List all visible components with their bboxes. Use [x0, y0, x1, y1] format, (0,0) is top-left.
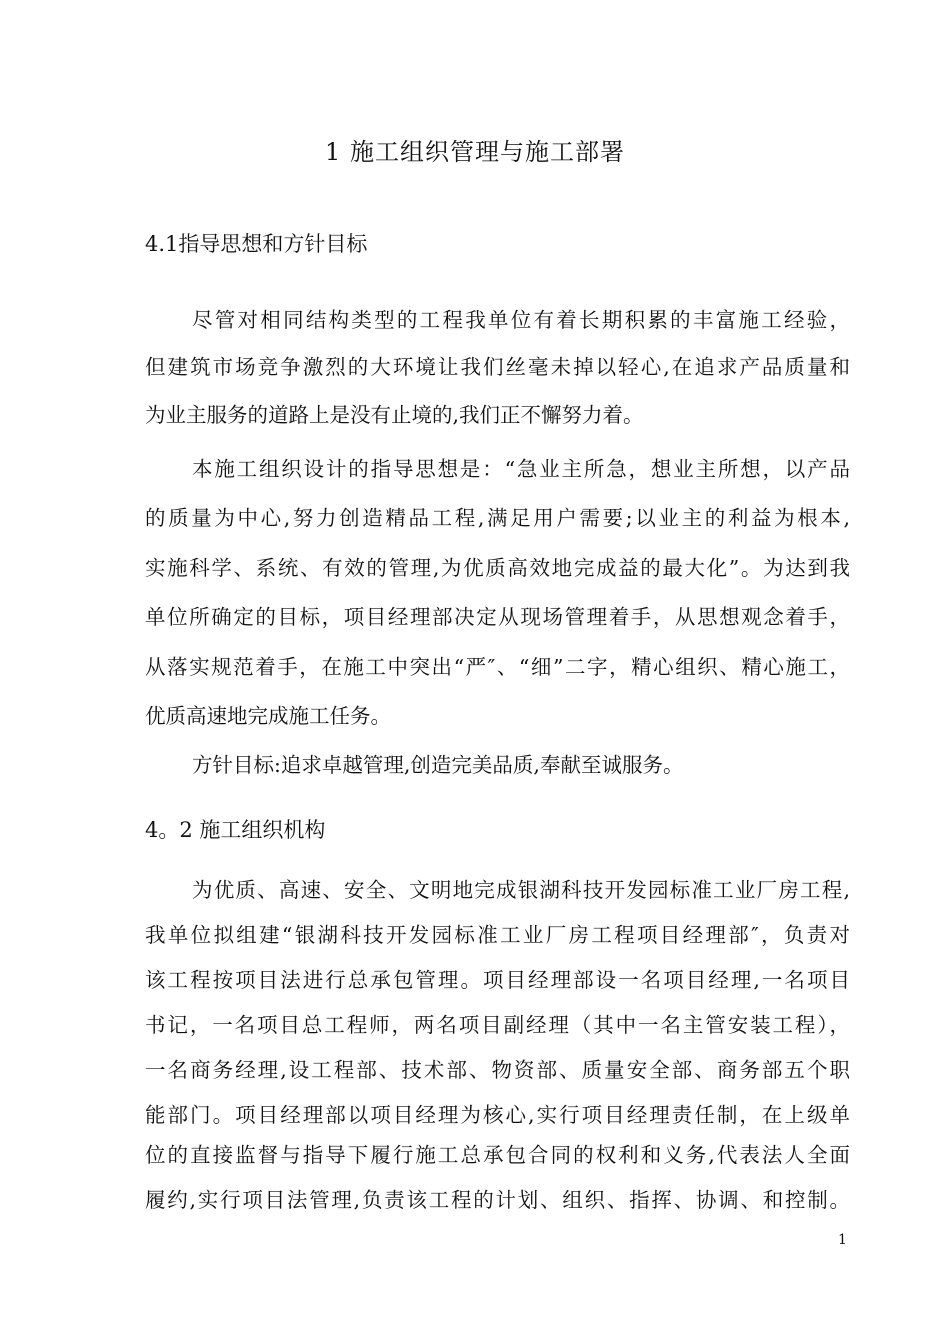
paragraph-line: 从落实规范着手，在施工中突出“严″、“细”二字，精心组织、精心施工， [145, 655, 850, 679]
section-heading-4-1: 4.1指导思想和方针目标 [145, 232, 368, 256]
paragraph-line: 本施工组织设计的指导思想是：“急业主所急，想业主所想，以产品 [192, 457, 850, 481]
page-number: 1 [838, 1232, 847, 1248]
paragraph-line: 实施科学、系统、有效的管理,为优质高效地完成益的最大化”。为达到我 [145, 556, 850, 580]
paragraph-line: 位的直接监督与指导下履行施工总承包合同的权利和义务,代表法人全面 [145, 1143, 850, 1167]
paragraph-line: 单位所确定的目标，项目经理部决定从现场管理着手，从思想观念着手， [145, 605, 850, 629]
paragraph-line: 书记，一名项目总工程师，两名项目副经理（其中一名主管安装工程）， [145, 1013, 850, 1037]
section-heading-4-2: 4。2 施工组织机构 [145, 818, 326, 842]
paragraph-line: 该工程按项目法进行总承包管理。项目经理部设一名项目经理,一名项目 [145, 968, 850, 992]
paragraph-line: 方针目标:追求卓越管理,创造完美品质,奉献至诚服务。 [192, 753, 684, 777]
paragraph-line: 履约,实行项目法管理,负责该工程的计划、组织、指挥、协调、和控制。 [145, 1188, 850, 1212]
paragraph-line: 我单位拟组建“银湖科技开发园标准工业厂房工程项目经理部″，负责对 [145, 923, 850, 947]
paragraph-line: 但建筑市场竞争激烈的大环境让我们丝毫未掉以轻心,在追求产品质量和 [145, 355, 850, 379]
paragraph-line: 优质高速地完成施工任务。 [145, 704, 391, 728]
paragraph-line: 为优质、高速、安全、文明地完成银湖科技开发园标准工业厂房工程, [192, 878, 850, 902]
paragraph-line: 尽管对相同结构类型的工程我单位有着长期积累的丰富施工经验， [192, 308, 850, 332]
paragraph-line: 能部门。项目经理部以项目经理为核心,实行项目经理责任制，在上级单 [145, 1103, 850, 1127]
paragraph-line: 的质量为中心,努力创造精品工程,满足用户需要;以业主的利益为根本, [145, 506, 850, 530]
page-title: 1 施工组织管理与施工部署 [325, 138, 625, 166]
paragraph-line: 为业主服务的道路上是没有止境的,我们正不懈努力着。 [145, 403, 644, 427]
paragraph-line: 一名商务经理,设工程部、技术部、物资部、质量安全部、商务部五个职 [145, 1058, 850, 1082]
